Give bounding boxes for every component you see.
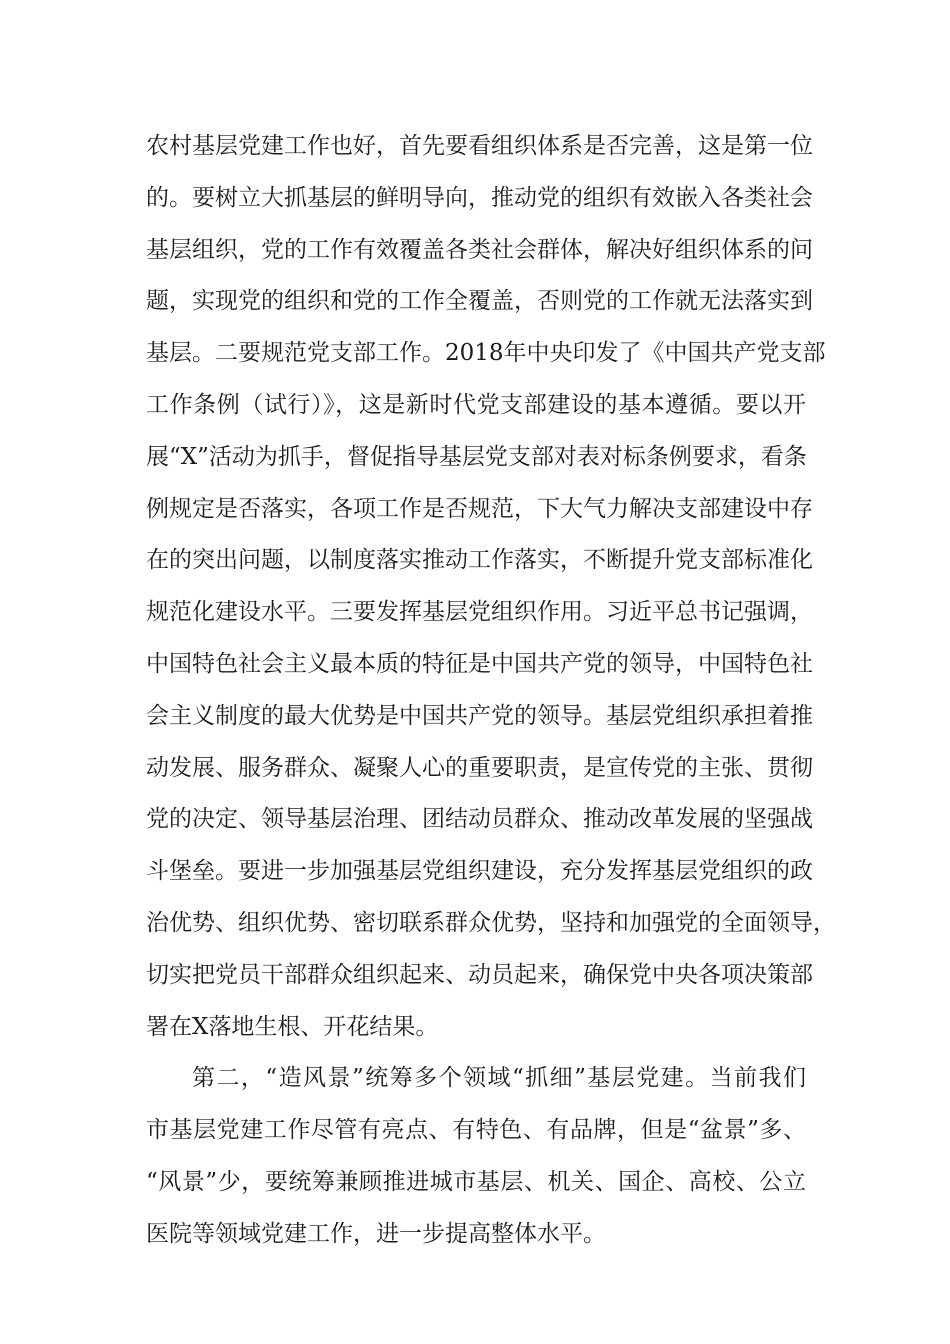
text-line: 切实把党员干部群众组织起来、动员起来，确保党中央各项决策部 — [146, 961, 813, 988]
text-line: 斗堡垒。要进一步加强基层党组织建设，充分发挥基层党组织的政 — [146, 858, 813, 885]
text-line: 基层。二要规范党支部工作。2018年中央印发了《中国共产党支部 — [146, 340, 826, 367]
text-line: 治优势、组织优势、密切联系群众优势，坚持和加强党的全面领导， — [146, 909, 836, 936]
text-line: 的。要树立大抓基层的鲜明导向，推动党的组织有效嵌入各类社会 — [146, 184, 813, 211]
text-line: 展“X”活动为抓手，督促指导基层党支部对表对标条例要求，看条 — [146, 443, 807, 470]
text-line: 市基层党建工作尽管有亮点、有特色、有品牌，但是“盆景”多、 — [146, 1117, 806, 1144]
text-line: 会主义制度的最大优势是中国共产党的领导。基层党组织承担着推 — [146, 702, 813, 729]
text-line: 党的决定、领导基层治理、团结动员群众、推动改革发展的坚强战 — [146, 806, 813, 833]
paragraph-end-line: 医院等领域党建工作，进一步提高整体水平。 — [146, 1220, 606, 1247]
text-line: 中国特色社会主义最本质的特征是中国共产党的领导，中国特色社 — [146, 650, 813, 677]
text-line: 农村基层党建工作也好，首先要看组织体系是否完善，这是第一位 — [146, 133, 813, 159]
text-line: 动发展、服务群众、凝聚人心的重要职责，是宣传党的主张、贯彻 — [146, 754, 813, 781]
body-text — [146, 126, 836, 1266]
text-line: 例规定是否落实，各项工作是否规范，下大气力解决支部建设中存 — [146, 495, 813, 522]
text-line: 规范化建设水平。三要发挥基层党组织作用。习近平总书记强调， — [146, 599, 813, 626]
paragraph-end-line: 署在X落地生根、开花结果。 — [146, 1013, 439, 1040]
text-line: 在的突出问题，以制度落实推动工作落实，不断提升党支部标准化 — [146, 547, 813, 574]
text-line: “风景”少，要统筹兼顾推进城市基层、机关、国企、高校、公立 — [146, 1168, 806, 1195]
text-line: 工作条例（试行）》，这是新时代党支部建设的基本遵循。要以开 — [146, 391, 806, 418]
text-line: 基层组织，党的工作有效覆盖各类社会群体，解决好组织体系的问 — [146, 236, 813, 263]
paragraph-first-line: 第二，“造风景”统筹多个领域“抓细”基层党建。当前我们 — [192, 1065, 806, 1092]
text-line: 题，实现党的组织和党的工作全覆盖，否则党的工作就无法落实到 — [146, 288, 813, 315]
